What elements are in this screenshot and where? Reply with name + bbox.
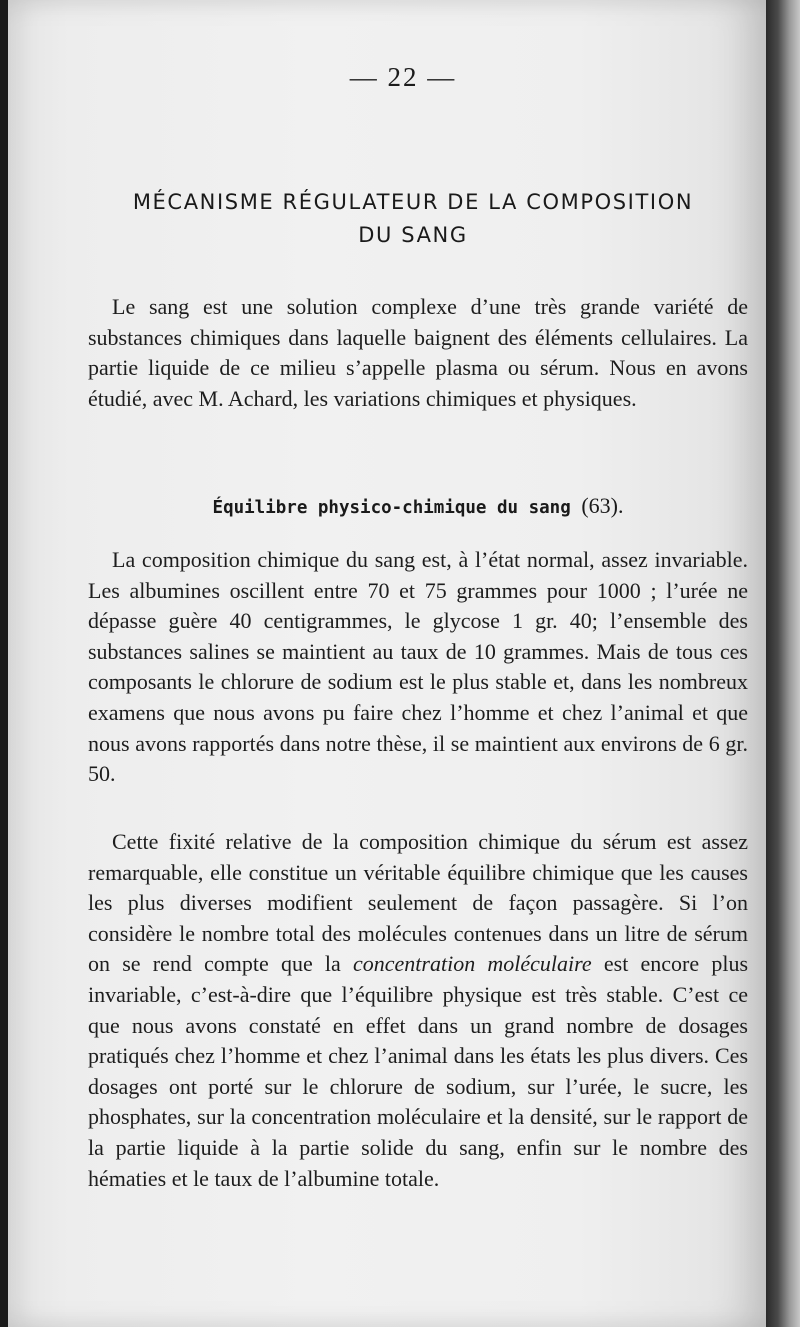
book-page xyxy=(8,0,768,1327)
paragraph-fixity-part-1: Cette fixité relative de la composition chimique du sérum est assez remarquable, elle constitue un véritable équilibre chimique que les causes les plus diverses modifient seulement de façon passagère. Si l’on considère le nombre total des molécules contenues dans un litre de sérum on se rend compte que la xyxy=(88,829,748,977)
paragraph-fixity-emphasis: concentration moléculaire xyxy=(353,951,592,977)
section-heading-text: Équilibre physico-chimique du sang xyxy=(212,498,571,518)
paragraph-intro: Le sang est une solution complexe d’une très grande variété de substances chimiques dans laquelle baignent des éléments cellulaires. La partie liquide de ce milieu s’appelle plasma ou sérum. Nous en avons étudié, avec M. Achard, les variations chimiques et physiques. xyxy=(88,294,748,411)
paragraph-fixity-part-2: est encore plus invariable, c’est-à-dire que l’équilibre physique est très stable. C’est ce que nous avons constaté en effet dans un grand nombre de dosages pratiqués chez l’homme et chez l’animal dans les états les plus divers. Ces dosages ont porté sur le chlorure de sodium, sur l’urée, le sucre, les phosphates, sur la concentration moléculaire et la densité, sur le rapport de la partie liquide à la partie solide du sang, enfin sur le nombre des hématies et le taux de l’albumine totale. xyxy=(88,951,748,1191)
paragraph-fixity xyxy=(88,827,748,1194)
page-number: — 22 — xyxy=(349,62,457,92)
page-edge-shadow xyxy=(766,0,800,1327)
section-heading xyxy=(88,493,748,519)
chapter-title-line-2: DU SANG xyxy=(358,223,468,247)
section-heading-reference: (63). xyxy=(581,493,624,518)
chapter-title-line-1: MÉCANISME RÉGULATEUR DE LA COMPOSITION xyxy=(132,190,694,214)
paragraph-composition: La composition chimique du sang est, à l’état normal, assez invariable. Les albumines oscillent entre 70 et 75 grammes pour 1000 ; l’urée ne dépasse guère 40 centigrammes, le glycose 1 gr. 40; l’ensemble des substances salines se maintient au taux de 10 grammes. Mais de tous ces composants le chlorure de sodium est le plus stable et, dans les nombreux examens que nous avons pu faire chez l’homme et chez l’animal et que nous avons rapportés dans notre thèse, il se maintient aux environs de 6 gr. 50. xyxy=(88,547,748,787)
chapter-title xyxy=(68,186,758,252)
